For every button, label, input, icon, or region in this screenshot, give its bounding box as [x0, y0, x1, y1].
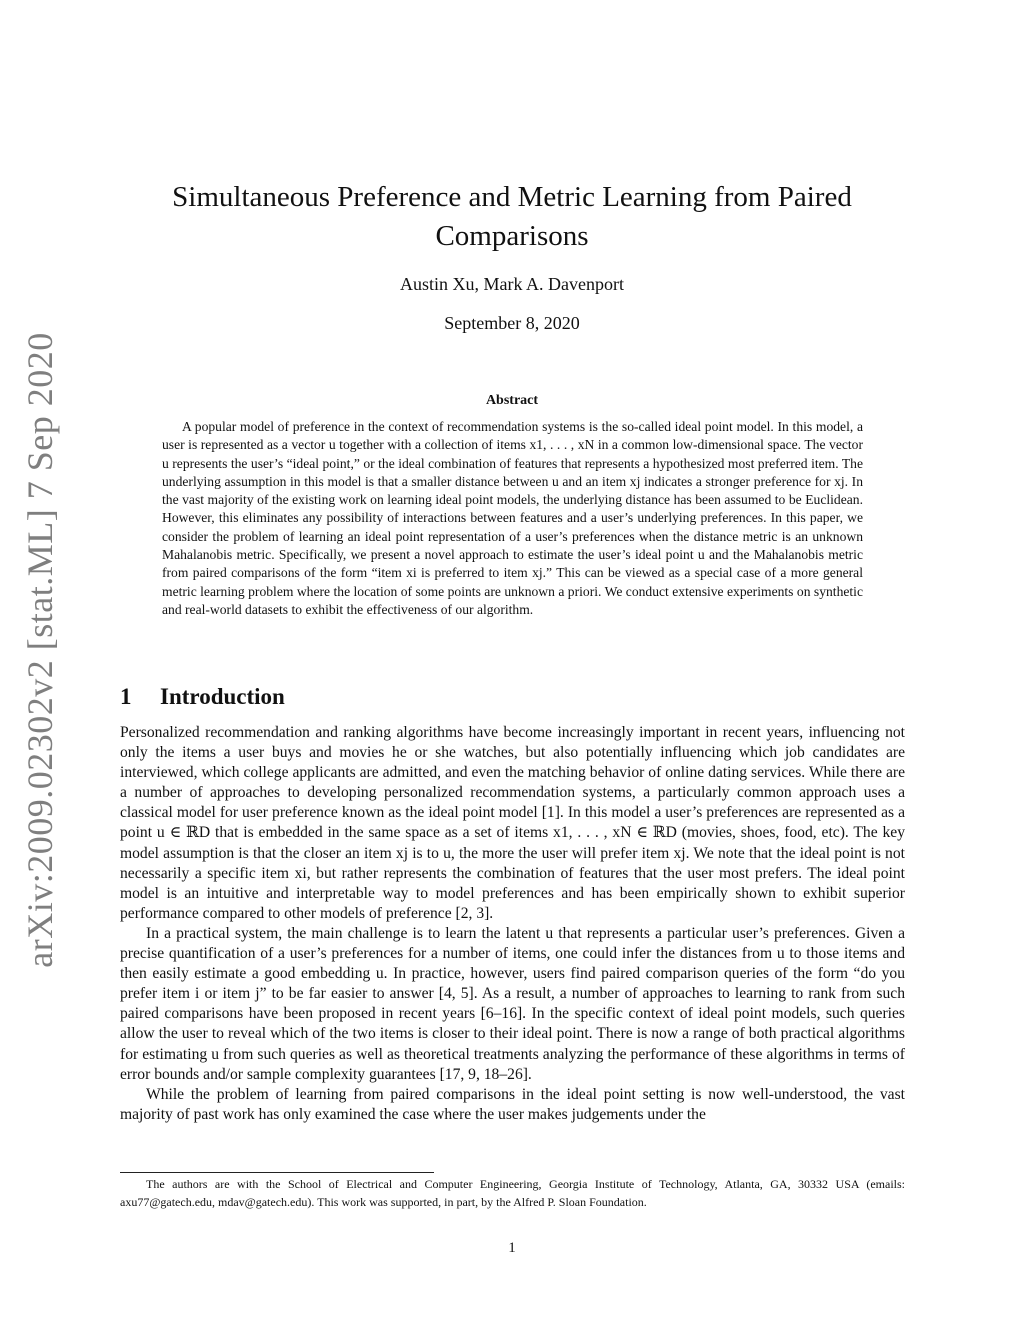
- introduction-body: [120, 723, 905, 1125]
- section-number: 1: [120, 684, 132, 709]
- paper-title: Simultaneous Preference and Metric Learning from Paired Comparisons: [172, 181, 852, 252]
- arxiv-identifier-stamp: arXiv:2009.02302v2 [stat.ML] 7 Sep 2020: [20, 332, 60, 968]
- author-list: Austin Xu, Mark A. Davenport: [400, 274, 624, 294]
- author-affiliation-footnote: The authors are with the School of Electrical and Computer Engineering, Georgia Institute of Technology, Atlanta, GA, 30332 USA (emails: axu77@gatech.edu, mdav@gatech.edu). This work was supported, in part, by the Alfred P. Sloan Foundation.: [120, 1177, 905, 1209]
- publication-date: September 8, 2020: [444, 313, 580, 333]
- abstract-text: A popular model of preference in the context of recommendation systems is the so-called ideal point model. In this model, a user is represented as a vector u together with a collection of items x1, . . . , xN in a common low-dimensional space. The vector u represents the user’s “ideal point,” or the ideal combination of features that represents a hypothesized most preferred item. The underlying assumption in this model is that a smaller distance between u and an item xj indicates a stronger preference for xj. In the vast majority of the existing work on learning ideal point models, the underlying distance has been assumed to be Euclidean. However, this eliminates any possibility of interactions between features and a user’s underlying preferences. In this paper, we consider the problem of learning an ideal point representation of a user’s preferences when the distance metric is an unknown Mahalanobis metric. Specifically, we present a novel approach to estimate the user’s ideal point u and the Mahalanobis metric from paired comparisons of the form “item xi is preferred to item xj.” This can be viewed as a special case of a more general metric learning problem where the location of some points are unknown a priori. We conduct extensive experiments on synthetic and real-world datasets to exhibit the effectiveness of our algorithm.: [162, 419, 863, 617]
- page-number: 1: [508, 1240, 516, 1256]
- section-heading: [120, 684, 285, 710]
- abstract-heading: Abstract: [485, 393, 539, 408]
- paragraph-3: While the problem of learning from paired comparisons in the ideal point setting is now well-understood, the vast majority of past work has only examined the case where the user makes judgements under the: [120, 1085, 905, 1123]
- paragraph-2: In a practical system, the main challenge is to learn the latent u that represents a particular user’s preferences. Given a precise quantification of a user’s preferences for a number of items, one could infer the distances from u to those items and then easily estimate a good embedding u. In practice, however, users find paired comparison queries of the form “do you prefer item i or item j” to be far easier to answer [4, 5]. As a result, a number of approaches to learning to rank from such paired comparisons have been proposed in recent years [6–16]. In the specific context of ideal point models, such queries allow the user to reveal which of the two items is closer to their ideal point. There is now a range of both practical algorithms for estimating u from such queries as well as theoretical treatments analyzing the performance of these algorithms in terms of error bounds and/or sample complexity guarantees [17, 9, 18–26].: [120, 924, 905, 1083]
- paragraph-1: Personalized recommendation and ranking algorithms have become increasingly important in recent years, influencing not only the items a user buys and movies he or she watches, but also potentially influencing which job candidates are interviewed, which college applicants are admitted, and even the matching behavior of online dating services. While there are a number of approaches to developing personalized recommendation systems, a particularly common approach uses a classical model for user preference known as the ideal point model [1]. In this model a user’s preferences are represented as a point u ∈ ℝD that is embedded in the same space as a set of items x1, . . . , xN ∈ ℝD (movies, shoes, food, etc). The key model assumption is that the closer an item xj is to u, the more the user will prefer item xj. We note that the ideal point is not necessarily a specific item xi, but rather represents the combination of features that the user most prefers. The ideal point model is an intuitive and interpretable way to model preferences and has been empirically shown to exhibit superior performance compared to other models of preference [2, 3].: [120, 724, 905, 922]
- footnote-rule: [120, 1172, 434, 1173]
- section-title: Introduction: [160, 684, 285, 709]
